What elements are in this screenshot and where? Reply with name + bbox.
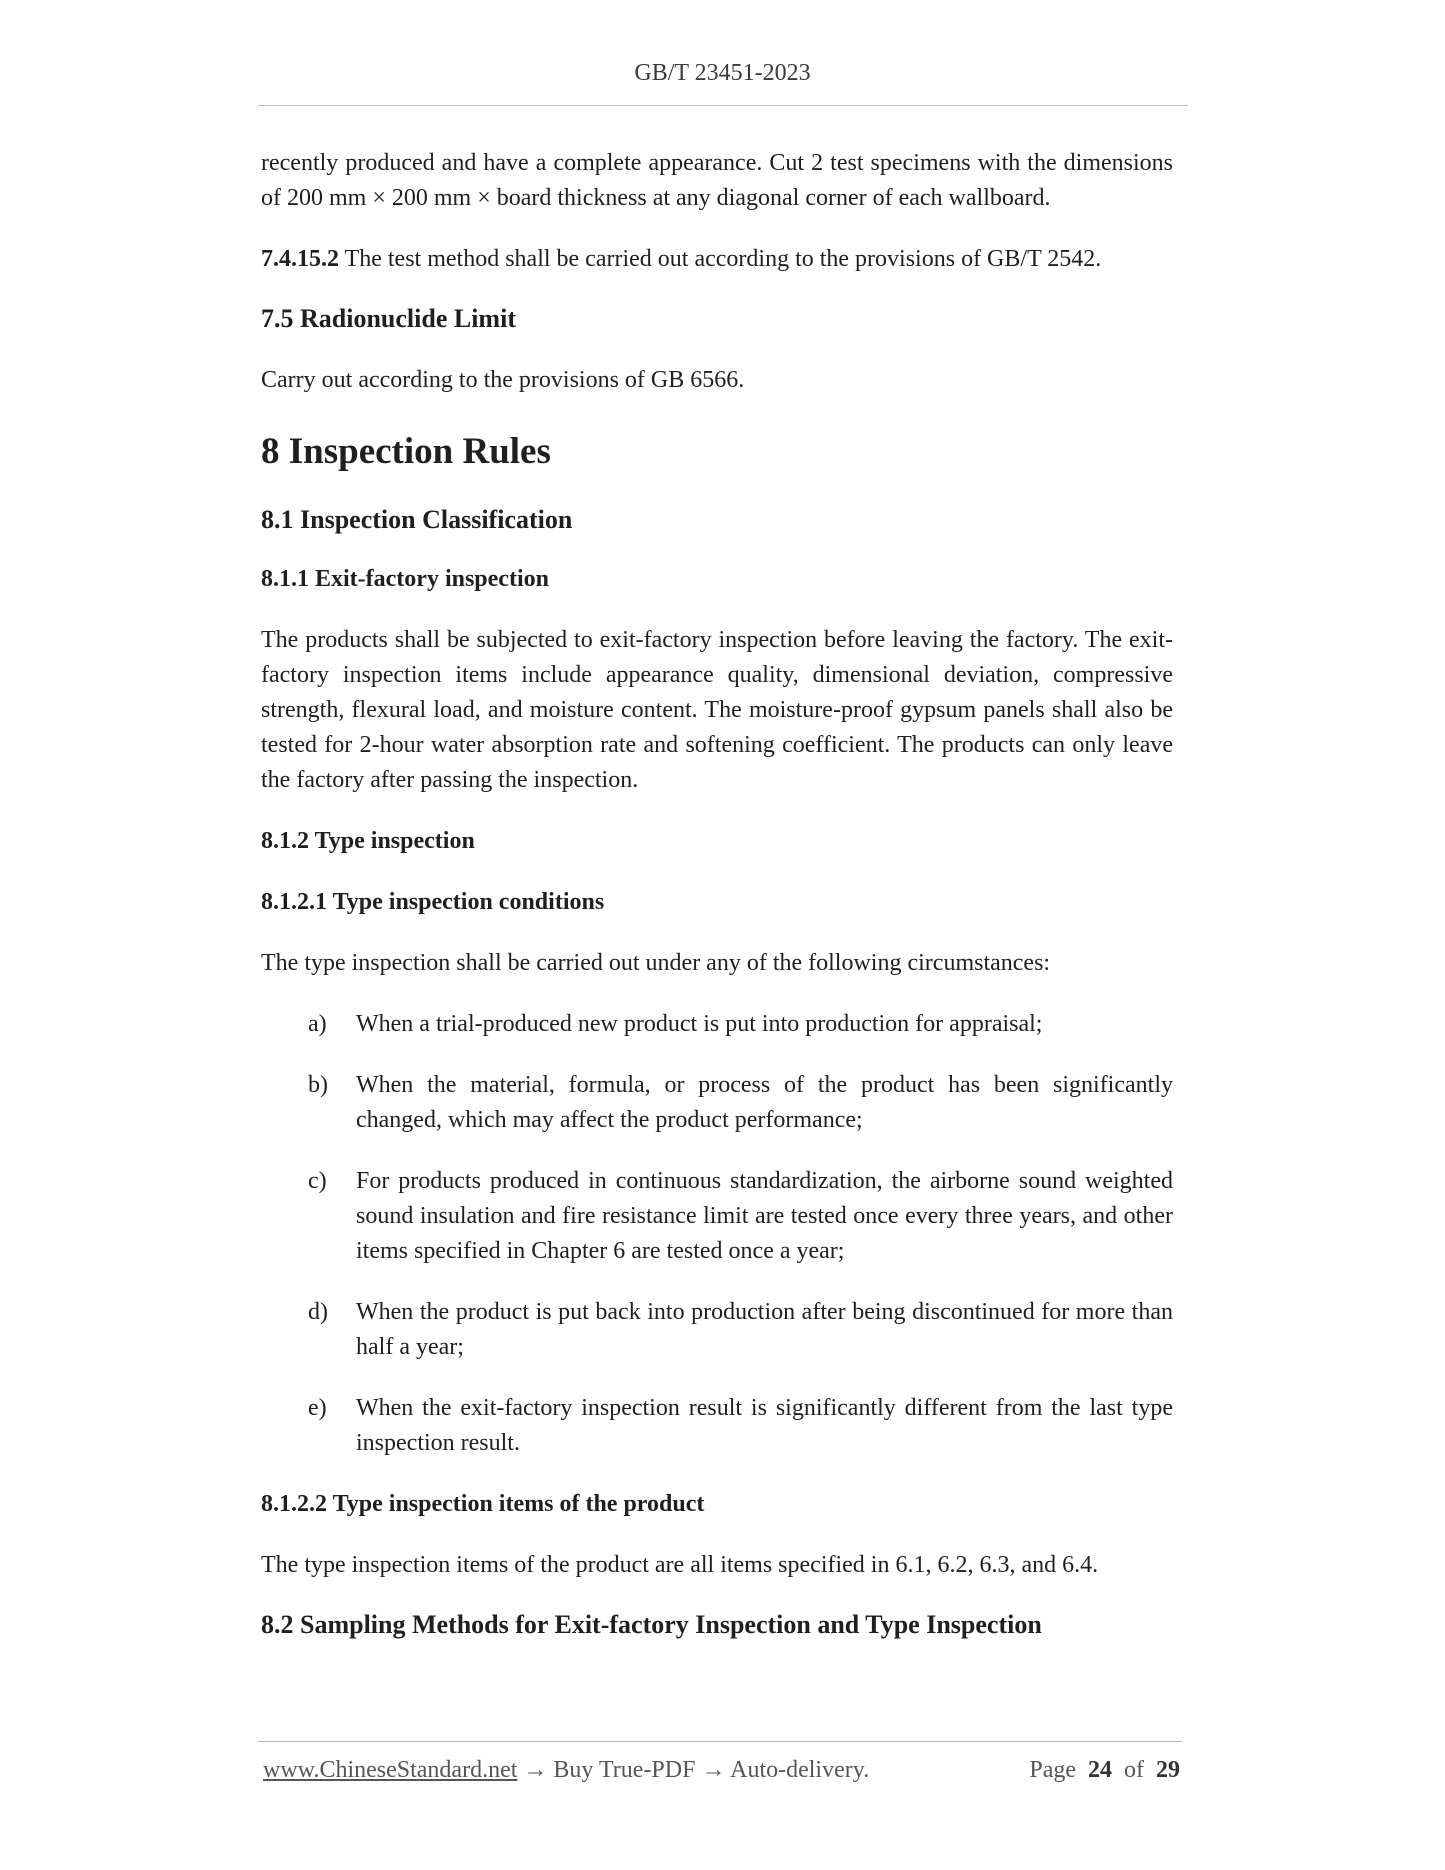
page-total: 29 bbox=[1156, 1757, 1180, 1783]
heading-8-1-2-2: 8.1.2.2 Type inspection items of the product bbox=[261, 1491, 705, 1517]
paragraph-7-5: Carry out according to the provisions of GB 6566. bbox=[261, 367, 745, 393]
chinesestandard-link[interactable]: www.ChineseStandard.net bbox=[263, 1757, 518, 1783]
list-item bbox=[261, 1295, 1173, 1365]
list-item bbox=[261, 1068, 1173, 1138]
list-marker: c) bbox=[308, 1168, 327, 1194]
circumstances-list bbox=[261, 1007, 1173, 1461]
footer-divider bbox=[258, 1741, 1182, 1742]
document-body bbox=[261, 146, 1173, 1643]
list-marker: e) bbox=[308, 1395, 327, 1421]
list-item-text: When the product is put back into production after being discontinued for more than half a year; bbox=[356, 1299, 1173, 1360]
heading-8-1-1: 8.1.1 Exit-factory inspection bbox=[261, 566, 549, 592]
clause-number: 7.4.15.2 bbox=[261, 246, 339, 272]
list-item-text: When a trial-produced new product is put into production for appraisal; bbox=[356, 1011, 1043, 1037]
footer-tagline-text: → Buy True-PDF → Auto-delivery. bbox=[517, 1757, 870, 1783]
list-item-text: When the material, formula, or process of the product has been significantly changed, which may affect the product performance; bbox=[356, 1072, 1173, 1133]
heading-8-1: 8.1 Inspection Classification bbox=[261, 505, 573, 534]
list-item-text: When the exit-factory inspection result is significantly different from the last type inspection result. bbox=[356, 1395, 1173, 1456]
paragraph-intro: recently produced and have a complete appearance. Cut 2 test specimens with the dimensions of 200 mm × 200 mm × board thickness at any diagonal corner of each wallboard. bbox=[261, 150, 1173, 211]
page-header-title: GB/T 23451-2023 bbox=[634, 60, 811, 86]
list-item bbox=[261, 1007, 1173, 1042]
paragraph-8-1-2-1: The type inspection shall be carried out under any of the following circumstances: bbox=[261, 950, 1051, 976]
heading-8-2: 8.2 Sampling Methods for Exit-factory Inspection and Type Inspection bbox=[261, 1610, 1042, 1639]
list-marker: d) bbox=[308, 1299, 328, 1325]
page-number bbox=[1029, 1757, 1180, 1784]
heading-8-1-2-1: 8.1.2.1 Type inspection conditions bbox=[261, 889, 605, 915]
list-item bbox=[261, 1391, 1173, 1461]
footer-tagline bbox=[263, 1757, 869, 1784]
clause-text: The test method shall be carried out according to the provisions of GB/T 2542. bbox=[339, 246, 1102, 272]
heading-7-5: 7.5 Radionuclide Limit bbox=[261, 304, 516, 333]
heading-8-1-2: 8.1.2 Type inspection bbox=[261, 828, 475, 854]
list-marker: a) bbox=[308, 1011, 327, 1037]
list-marker: b) bbox=[308, 1072, 328, 1098]
paragraph-8-1-1: The products shall be subjected to exit-factory inspection before leaving the factory. The exit-factory inspection items include appearance quality, dimensional deviation, compressive strength, flexural load, and moisture content. The moisture-proof gypsum panels shall also be tested for 2-hour water absorption rate and softening coefficient. The products can only leave the factory after passing the inspection. bbox=[261, 627, 1173, 793]
paragraph-8-1-2-2: The type inspection items of the product are all items specified in 6.1, 6.2, 6.3, and 6.4. bbox=[261, 1552, 1099, 1578]
page-current: 24 bbox=[1088, 1757, 1112, 1783]
list-item bbox=[261, 1164, 1173, 1269]
list-item-text: For products produced in continuous standardization, the airborne sound weighted sound insulation and fire resistance limit are tested once every three years, and other items specified in Chapter 6 are tested once a year; bbox=[356, 1168, 1173, 1264]
clause-7-4-15-2 bbox=[261, 242, 1173, 277]
header-divider bbox=[258, 105, 1188, 106]
heading-8: 8 Inspection Rules bbox=[261, 431, 551, 472]
page-label: Page bbox=[1029, 1757, 1076, 1783]
page-of-label: of bbox=[1124, 1757, 1144, 1783]
